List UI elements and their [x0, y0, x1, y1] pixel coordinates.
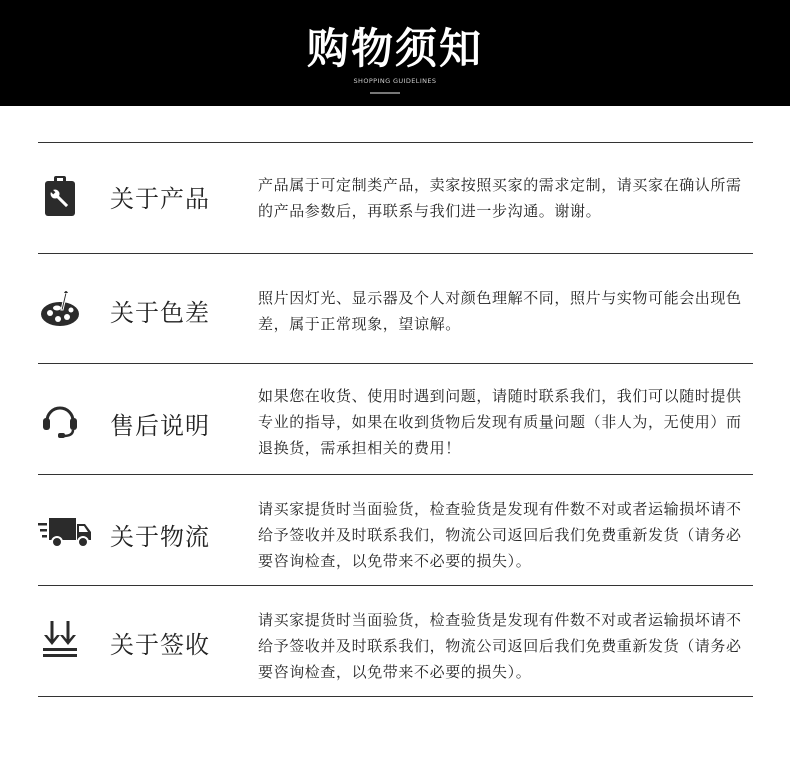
- section-logistics: [38, 474, 753, 585]
- section-text: 如果您在收货、使用时遇到问题，请随时联系我们，我们可以随时提供专业的指导，如果在收到货物后发现有质量问题（非人为，无使用）而退换货，需承担相关的费用！: [258, 387, 742, 457]
- section-sign-for: [38, 585, 753, 696]
- download-arrows-icon: [40, 619, 80, 659]
- delivery-truck-icon: [38, 512, 92, 552]
- page-subtitle: SHOPPING GUIDELINES: [353, 77, 437, 85]
- title-underline: [370, 92, 400, 94]
- section-title: 售后说明: [110, 412, 210, 440]
- section-text: 照片因灯光、显示器及个人对颜色理解不同，照片与实物可能会出现色差，属于正常现象，望谅解。: [258, 289, 742, 333]
- section-title: 关于物流: [110, 523, 210, 551]
- section-after-sales: [38, 363, 753, 474]
- section-color: [38, 253, 753, 363]
- clipboard-wrench-icon: [40, 176, 80, 216]
- section-text: 产品属于可定制类产品，卖家按照买家的需求定制，请买家在确认所需的产品参数后，再联系与我们进一步沟通。谢谢。: [258, 176, 742, 220]
- headset-icon: [40, 399, 80, 439]
- header-banner: [0, 0, 790, 106]
- section-title: 关于签收: [110, 631, 210, 659]
- divider: [38, 696, 753, 697]
- section-title: 关于色差: [110, 299, 210, 327]
- section-product: [38, 142, 753, 253]
- section-title: 关于产品: [110, 185, 210, 213]
- section-text: 请买家提货时当面验货，检查验货是发现有件数不对或者运输损坏请不给予签收并及时联系我们，物流公司返回后我们免费重新发货（请务必要咨询检查，以免带来不必要的损失）。: [258, 611, 742, 681]
- section-text: 请买家提货时当面验货，检查验货是发现有件数不对或者运输损坏请不给予签收并及时联系我们，物流公司返回后我们免费重新发货（请务必要咨询检查，以免带来不必要的损失）。: [258, 500, 742, 570]
- page-title: 购物须知: [306, 24, 483, 73]
- palette-icon: [40, 289, 80, 329]
